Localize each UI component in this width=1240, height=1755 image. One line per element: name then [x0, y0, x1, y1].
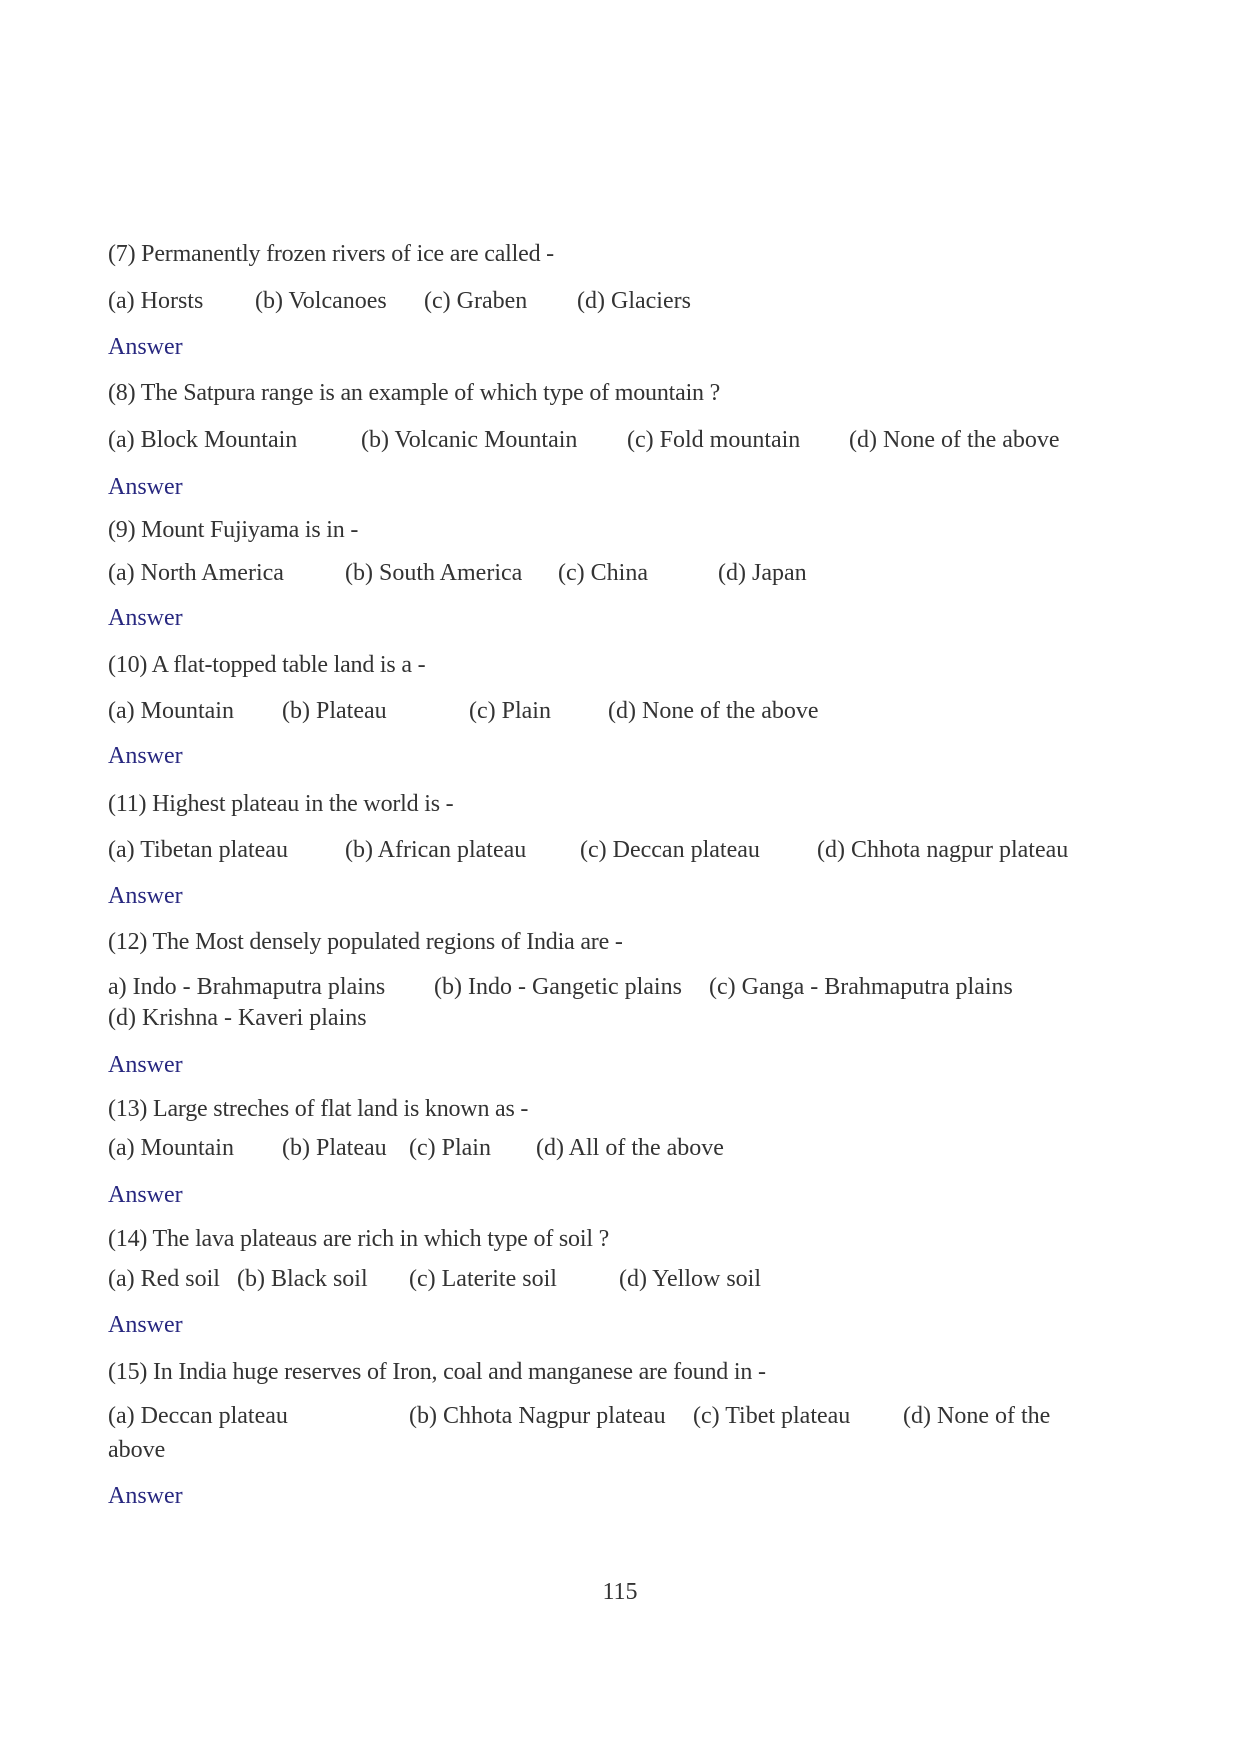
question-10: (10) A flat-topped table land is a - — [108, 652, 426, 678]
question-12: (12) The Most densely populated regions of India are - — [108, 929, 623, 955]
answer-link-10[interactable]: Answer — [108, 743, 183, 769]
option-c: (c) Plain — [469, 698, 551, 724]
option-c: (c) Graben — [424, 288, 528, 314]
option-c: (c) Deccan plateau — [580, 837, 760, 863]
option-c: (c) Fold mountain — [627, 427, 801, 453]
option-b: (b) South America — [345, 560, 523, 586]
question-9: (9) Mount Fujiyama is in - — [108, 517, 359, 543]
option-a: (a) Horsts — [108, 288, 204, 314]
option-d: (d) Yellow soil — [619, 1266, 762, 1292]
option-d: (d) None of the above — [849, 427, 1060, 453]
option-b: (b) Black soil — [237, 1266, 368, 1292]
option-a: (a) North America — [108, 560, 284, 586]
option-d: (d) None of the — [903, 1403, 1051, 1429]
answer-link-7[interactable]: Answer — [108, 334, 183, 360]
option-b: (b) Plateau — [282, 1135, 387, 1161]
answer-link-14[interactable]: Answer — [108, 1312, 183, 1338]
answer-link-8[interactable]: Answer — [108, 474, 183, 500]
option-c: (c) Tibet plateau — [693, 1403, 851, 1429]
option-c: (c) Plain — [409, 1135, 491, 1161]
option-a: (a) Tibetan plateau — [108, 837, 288, 863]
option-c: (c) Ganga - Brahmaputra plains — [709, 974, 1013, 1000]
option-a: (a) Mountain — [108, 1135, 234, 1161]
option-b: (b) Volcanic Mountain — [361, 427, 578, 453]
option-b: (b) African plateau — [345, 837, 527, 863]
question-15: (15) In India huge reserves of Iron, coal and manganese are found in - — [108, 1359, 766, 1385]
option-a: (a) Block Mountain — [108, 427, 298, 453]
answer-link-15[interactable]: Answer — [108, 1483, 183, 1509]
answer-link-13[interactable]: Answer — [108, 1182, 183, 1208]
option-c: (c) China — [558, 560, 648, 586]
option-d: (d) Chhota nagpur plateau — [817, 837, 1069, 863]
question-14: (14) The lava plateaus are rich in which type of soil ? — [108, 1226, 610, 1252]
page-number: 115 — [602, 1579, 638, 1605]
option-d: (d) Krishna - Kaveri plains — [108, 1005, 367, 1031]
option-a: (a) Red soil — [108, 1266, 220, 1292]
option-a: (a) Mountain — [108, 698, 234, 724]
answer-link-12[interactable]: Answer — [108, 1052, 183, 1078]
option-d: (d) Japan — [718, 560, 807, 586]
answer-link-9[interactable]: Answer — [108, 605, 183, 631]
answer-link-11[interactable]: Answer — [108, 883, 183, 909]
option-a: a) Indo - Brahmaputra plains — [108, 974, 386, 1000]
option-d: (d) Glaciers — [577, 288, 691, 314]
question-7: (7) Permanently frozen rivers of ice are called - — [108, 241, 554, 267]
option-a: (a) Deccan plateau — [108, 1403, 288, 1429]
option-b: (b) Volcanoes — [255, 288, 387, 314]
question-8: (8) The Satpura range is an example of which type of mountain ? — [108, 380, 721, 406]
option-b: (b) Chhota Nagpur plateau — [409, 1403, 666, 1429]
question-13: (13) Large streches of flat land is known as - — [108, 1096, 529, 1122]
question-11: (11) Highest plateau in the world is - — [108, 791, 454, 817]
option-d-continued: above — [108, 1437, 166, 1463]
option-b: (b) Plateau — [282, 698, 387, 724]
option-c: (c) Laterite soil — [409, 1266, 557, 1292]
option-d: (d) None of the above — [608, 698, 819, 724]
option-b: (b) Indo - Gangetic plains — [434, 974, 682, 1000]
option-d: (d) All of the above — [536, 1135, 724, 1161]
